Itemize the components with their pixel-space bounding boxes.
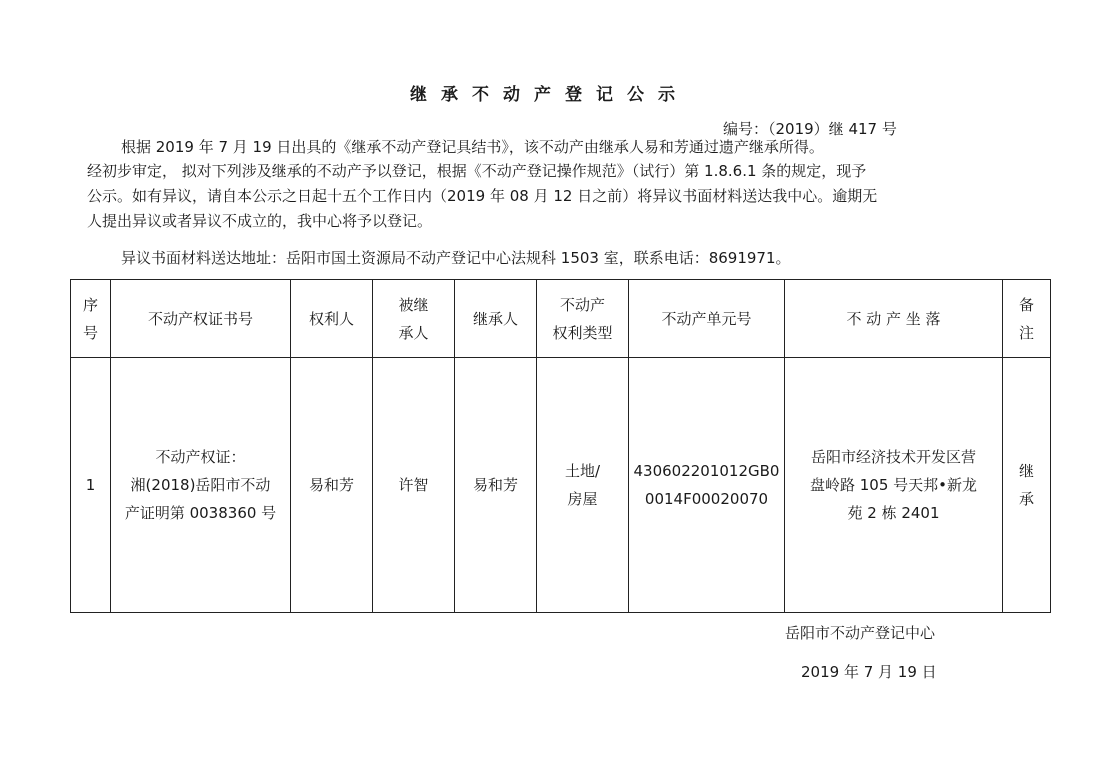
cell-remark <box>1003 358 1051 613</box>
header-cert-no: 不动产权证书号 <box>111 280 291 358</box>
header-right-type-line: 权利类型 <box>552 323 613 342</box>
header-location: 不 动 产 坐 落 <box>785 280 1003 358</box>
location-line: 苑 2 栋 2401 <box>847 504 940 522</box>
cell-seq: 1 <box>71 358 111 613</box>
cell-right-type <box>537 358 629 613</box>
paragraph-1: 根据 2019 年 7 月 19 日出具的《继承不动产登记具结书》，该不动产由继承人易和芳通过遗产继承所得。 <box>121 138 824 156</box>
location-line: 盘岭路 105 号天邦•新龙 <box>809 476 977 494</box>
remark-line: 继 <box>1018 462 1034 480</box>
header-remark-line: 注 <box>1018 323 1034 342</box>
header-decedent <box>373 280 455 358</box>
header-unit-no: 不动产单元号 <box>629 280 785 358</box>
header-decedent-line: 被继 <box>398 295 429 314</box>
cell-heir: 易和芳 <box>455 358 537 613</box>
document-title: 继承不动产登记公示 <box>410 85 689 105</box>
cell-right-holder: 易和芳 <box>291 358 373 613</box>
paragraph-4: 人提出异议或者异议不成立的，我中心将予以登记。 <box>87 212 433 230</box>
unit-no-line: 430602201012GB0 <box>633 462 780 480</box>
paragraph-3: 公示。如有异议，请自本公示之日起十五个工作日内（2019 年 08 月 12 日之前）将异议书面材料送达我中心。逾期无 <box>87 187 878 205</box>
cert-no-line: 不动产权证： <box>155 448 246 466</box>
right-type-line: 土地/ <box>564 462 601 480</box>
header-right-holder: 权利人 <box>291 280 373 358</box>
header-seq-line: 序 <box>82 295 98 314</box>
header-decedent-line: 承人 <box>398 323 429 342</box>
cert-no-line: 湘(2018)岳阳市不动 <box>130 476 271 494</box>
header-remark <box>1003 280 1051 358</box>
cert-no-line: 产证明第 0038360 号 <box>124 504 277 522</box>
header-seq <box>71 280 111 358</box>
paragraph-2: 经初步审定， 拟对下列涉及继承的不动产予以登记，根据《不动产登记操作规范》（试行）第 1.8.6.1 条的规定，现予 <box>87 162 867 180</box>
right-type-line: 房屋 <box>567 490 598 508</box>
cell-unit-no <box>629 358 785 613</box>
unit-no-line: 0014F00020070 <box>644 490 769 508</box>
header-heir: 继承人 <box>455 280 537 358</box>
document-number: 编号：（2019）继 417 号 <box>723 120 897 138</box>
table-header-row <box>71 280 1051 358</box>
address-paragraph: 异议书面材料送达地址：岳阳市国土资源局不动产登记中心法规科 1503 室，联系电话：8691971。 <box>121 249 791 267</box>
signature-date: 2019 年 7 月 19 日 <box>801 663 937 681</box>
cell-location <box>785 358 1003 613</box>
table-row <box>71 358 1051 613</box>
header-right-type-line: 不动产 <box>559 295 605 314</box>
registration-table <box>70 279 1051 613</box>
signature-org: 岳阳市不动产登记中心 <box>785 624 936 642</box>
cell-cert-no <box>111 358 291 613</box>
header-seq-line: 号 <box>82 323 98 342</box>
header-right-type <box>537 280 629 358</box>
location-line: 岳阳市经济技术开发区营 <box>810 448 976 466</box>
cell-decedent: 许智 <box>373 358 455 613</box>
remark-line: 承 <box>1018 490 1034 508</box>
header-remark-line: 备 <box>1018 295 1034 314</box>
